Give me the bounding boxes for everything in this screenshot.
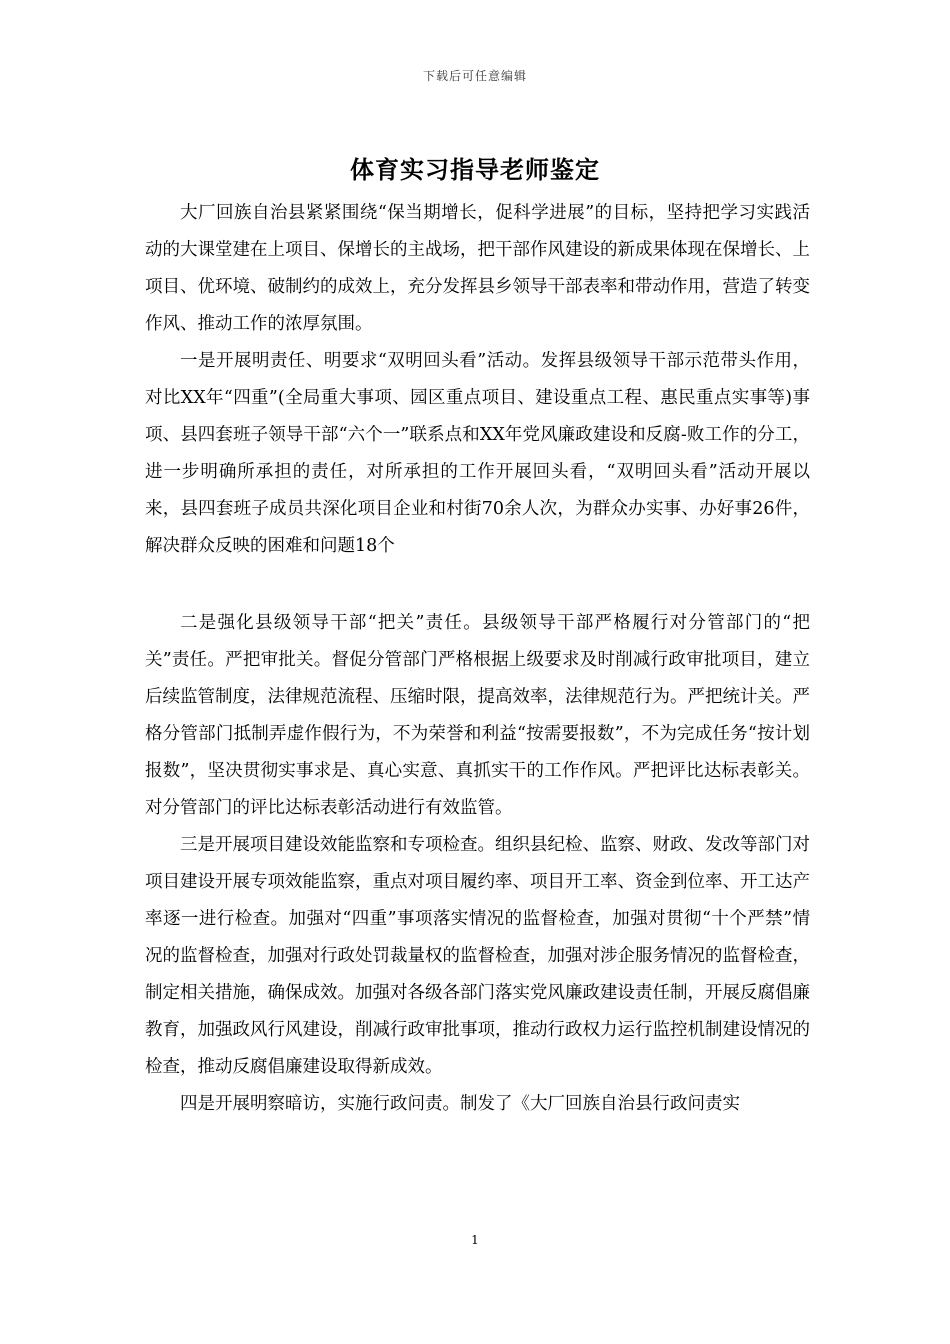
- paragraph-item-two: 二是强化县级领导干部“把关”责任。县级领导干部严格履行对分管部门的“把关”责任。严把审批关。督促分管部门严格根据上级要求及时削减行政审批项目，建立后续监管制度，法律规范流程、压缩时限，提高效率，法律规范行为。严把统计关。严格分管部门抵制弄虚作假行为，不为荣誉和利益“按需要报数”，不为完成任务“按计划报数”，坚决贯彻实事求是、真心实意、真抓实干的工作作风。严把评比达标表彰关。对分管部门的评比达标表彰活动进行有效监管。: [145, 613, 810, 818]
- document-body-lower: [145, 605, 810, 1123]
- header-note: 下载后可任意编辑: [422, 69, 527, 83]
- document-title: 体育实习指导老师鉴定: [350, 155, 600, 184]
- page-number: 1: [471, 1233, 479, 1247]
- paragraph-item-four: 四是开展明察暗访，实施行政问责。制发了《大厂回族自治县行政问责实: [180, 1094, 740, 1114]
- paragraph-item-one: 一是开展明责任、明要求“双明回头看”活动。发挥县级领导干部示范带头作用，对比XX年“四重”(全局重大事项、园区重点项目、建设重点工程、惠民重点实事等)事项、县四套班子领导干部“六个一”联系点和XX年党风廉政建设和反腐-败工作的分工，进一步明确所承担的责任，对所承担的工作开展回头看，“双明回头看”活动开展以来，县四套班子成员共深化项目企业和村街70余人次，为群众办实事、办好事26件，解决群众反映的困难和问题18个: [145, 351, 810, 556]
- paragraph-item-three: 三是开展项目建设效能监察和专项检查。组织县纪检、监察、财政、发改等部门对项目建设开展专项效能监察，重点对项目履约率、项目开工率、资金到位率、开工达产率逐一进行检查。加强对“四重”事项落实情况的监督检查，加强对贯彻“十个严禁”情况的监督检查，加强对行政处罚裁量权的监督检查，加强对涉企服务情况的监督检查，制定相关措施，确保成效。加强对各级各部门落实党风廉政建设责任制，开展反腐倡廉教育，加强政风行风建设，削减行政审批事项，推动行政权力运行监控机制建设情况的检查，推动反腐倡廉建设取得新成效。: [145, 835, 810, 1077]
- document-body-upper: [145, 195, 810, 565]
- paragraph-intro: 大厂回族自治县紧紧围绕“保当期增长，促科学进展”的目标，坚持把学习实践活动的大课堂建在上项目、保增长的主战场，把干部作风建设的新成果体现在保增长、上项目、优环境、破制约的成效上，充分发挥县乡领导干部表率和带动作用，营造了转变作风、推动工作的浓厚氛围。: [145, 203, 810, 334]
